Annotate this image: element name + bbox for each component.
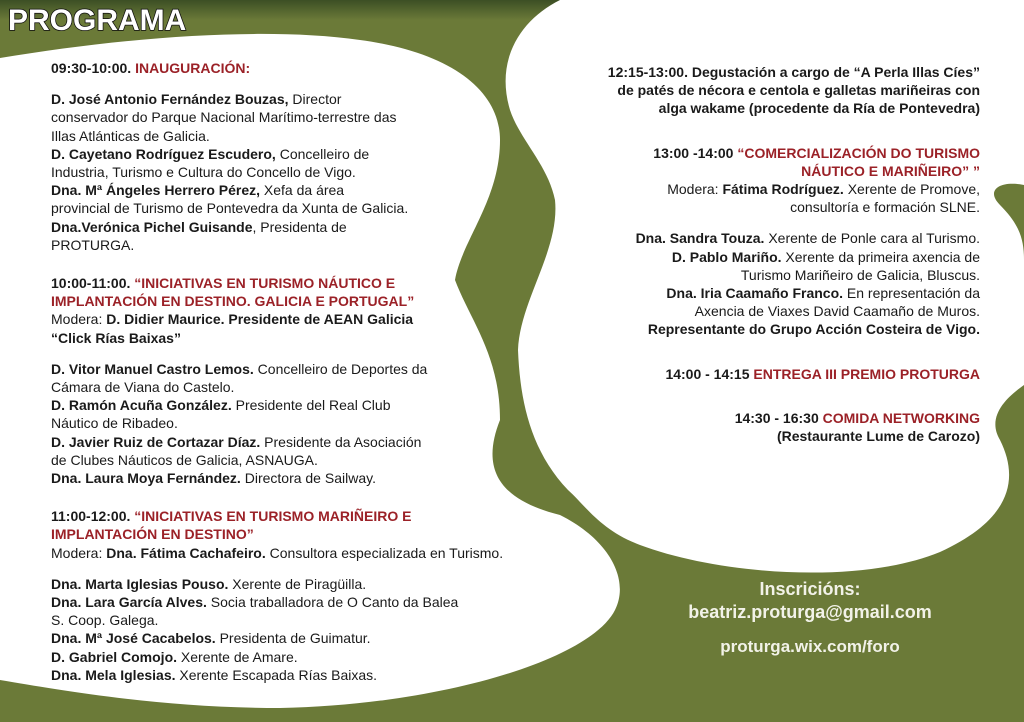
moderator-label: Modera: (51, 311, 107, 328)
speaker-name: Dna.Verónica Pichel Guisande (51, 218, 253, 235)
speaker-role: Xefa da área (260, 182, 345, 199)
speaker-role: Industria, Turismo e Cultura do Concello de Vigo. (51, 164, 356, 181)
session-award (500, 365, 980, 383)
speaker-role: de Clubes Náuticos de Galicia, ASNAUGA. (51, 451, 318, 468)
speaker-role: Axencia de Viaxes David Caamaño de Muros. (694, 303, 980, 320)
speaker-role: , Presidenta de (252, 218, 347, 235)
speaker-role: Directora de Sailway. (240, 470, 376, 487)
speaker-name: Dna. Iria Caamaño Franco. (666, 285, 844, 302)
speaker-name: Dna. Lara García Alves. (51, 594, 207, 611)
speaker-role: Xerente de Ponle cara al Turismo. (764, 230, 980, 247)
session-title: NÁUTICO E MARIÑEIRO” ” (801, 162, 980, 179)
session-title: IMPLANTACIÓN EN DESTINO” (51, 526, 254, 543)
speaker-name: D. Javier Ruiz de Cortazar Díaz. (51, 433, 261, 450)
moderator-name: D. Didier Maurice. Presidente de AEAN Galicia (106, 311, 414, 328)
session-title: INAUGURACIÓN: (135, 60, 251, 76)
session-time: 11:00-12:00. (51, 508, 135, 525)
moderator-label: Modera: (51, 544, 107, 561)
session-text: alga wakame (procedente da Ría de Pontevedra) (658, 100, 980, 117)
session-title: COMIDA NETWORKING (822, 409, 980, 426)
speaker-role: Náutico de Ribadeo. (51, 415, 178, 432)
session-text: de patés de nécora e centola e galletas mariñeiras con (617, 82, 980, 99)
speaker-role: Xerente da primeira axencia de (781, 248, 980, 265)
session-time: 10:00-11:00. (51, 275, 135, 292)
speaker-name: Dna. Laura Moya Fernández. (51, 470, 241, 487)
speaker-role: Cámara de Viana do Castelo. (51, 379, 235, 396)
speaker-role: Director (288, 91, 342, 108)
speaker-role: Socia traballadora de O Canto da Balea (206, 594, 459, 611)
speaker-name: D. José Antonio Fernández Bouzas, (51, 91, 289, 108)
session-time: 09:30-10:00. (51, 60, 136, 76)
moderator-role: consultoría e formación SLNE. (790, 199, 980, 216)
speaker-role: Presidente del Real Club (231, 397, 391, 414)
speaker-name: Representante do Grupo Acción Costeira de Vigo. (647, 321, 980, 338)
program-right-column (500, 63, 980, 445)
speaker-role: En representación da (843, 285, 980, 302)
moderator-role: Consultora especializada en Turismo. (265, 544, 504, 561)
session-time: 14:00 - 14:15 (665, 365, 754, 382)
moderator-label: Modera: (667, 181, 723, 198)
speaker-name: D. Vitor Manuel Castro Lemos. (51, 360, 254, 377)
speaker-role: Illas Atlánticas de Galicia. (51, 127, 210, 144)
session-tasting (500, 63, 980, 118)
speaker-role: Turismo Mariñeiro de Galicia, Bluscus. (740, 266, 980, 283)
registration-label: Inscricións: (759, 579, 861, 599)
session-lunch (500, 409, 980, 445)
speaker-role: Xerente de Amare. (177, 648, 298, 665)
website-link[interactable]: proturga.wix.com/foro (720, 637, 900, 656)
speaker-name: D. Ramón Acuña González. (51, 397, 232, 414)
speaker-role: Concelleiro de (275, 145, 370, 162)
session-title: “COMERCIALIZACIÓN DO TURISMO (737, 144, 980, 161)
speaker-name: D. Gabriel Comojo. (51, 648, 178, 665)
registration-email-link[interactable]: beatriz.proturga@gmail.com (688, 602, 932, 622)
speaker-name: Dna. Marta Iglesias Pouso. (51, 575, 229, 592)
session-time: 14:30 - 16:30 (734, 409, 823, 426)
speaker-name: D. Pablo Mariño. (671, 248, 782, 265)
session-maritime-tourism (51, 507, 611, 684)
speaker-name: Dna. Mª José Cacabelos. (51, 630, 216, 647)
session-time: 13:00 -14:00 (653, 144, 738, 161)
session-title: IMPLANTACIÓN EN DESTINO. GALICIA E PORTUGAL” (51, 293, 415, 310)
moderator-name: Fátima Rodríguez. (722, 181, 844, 198)
speaker-role: provincial de Turismo de Pontevedra da Xunta de Galicia. (51, 200, 409, 217)
speaker-name: Dna. Mª Ángeles Herrero Pérez, (51, 182, 261, 199)
moderator-role: Xerente de Promove, (843, 181, 980, 198)
speaker-role: Presidente da Asociación (260, 433, 422, 450)
speaker-role: S. Coop. Galega. (51, 612, 159, 629)
speaker-role: PROTURGA. (51, 236, 135, 253)
session-venue: (Restaurante Lume de Carozo) (776, 428, 980, 445)
speaker-role: Concelleiro de Deportes da (253, 360, 428, 377)
session-title: “INICIATIVAS EN TURISMO MARIÑEIRO E (134, 508, 412, 525)
speaker-name: D. Cayetano Rodríguez Escudero, (51, 145, 276, 162)
speaker-role: Presidenta de Guimatur. (215, 630, 371, 647)
speaker-role: conservador do Parque Nacional Marítimo-terrestre das (51, 109, 397, 126)
moderator-name: “Click Rías Baixas” (51, 329, 181, 346)
page-title: PROGRAMA (8, 4, 187, 37)
speaker-role: Xerente Escapada Rías Baixas. (175, 666, 378, 683)
speaker-name: Dna. Mela Iglesias. (51, 666, 176, 683)
registration-info (640, 578, 980, 658)
moderator-name: Dna. Fátima Cachafeiro. (106, 544, 266, 561)
session-text: 12:15-13:00. Degustación a cargo de “A Perla Illas Cíes” (607, 64, 980, 80)
speaker-name: Dna. Sandra Touza. (635, 230, 765, 247)
session-commercialization (500, 144, 980, 339)
session-title: ENTREGA III PREMIO PROTURGA (753, 365, 980, 382)
speaker-role: Xerente de Piragüilla. (228, 575, 367, 592)
session-title: “INICIATIVAS EN TURISMO NÁUTICO E (134, 275, 396, 292)
